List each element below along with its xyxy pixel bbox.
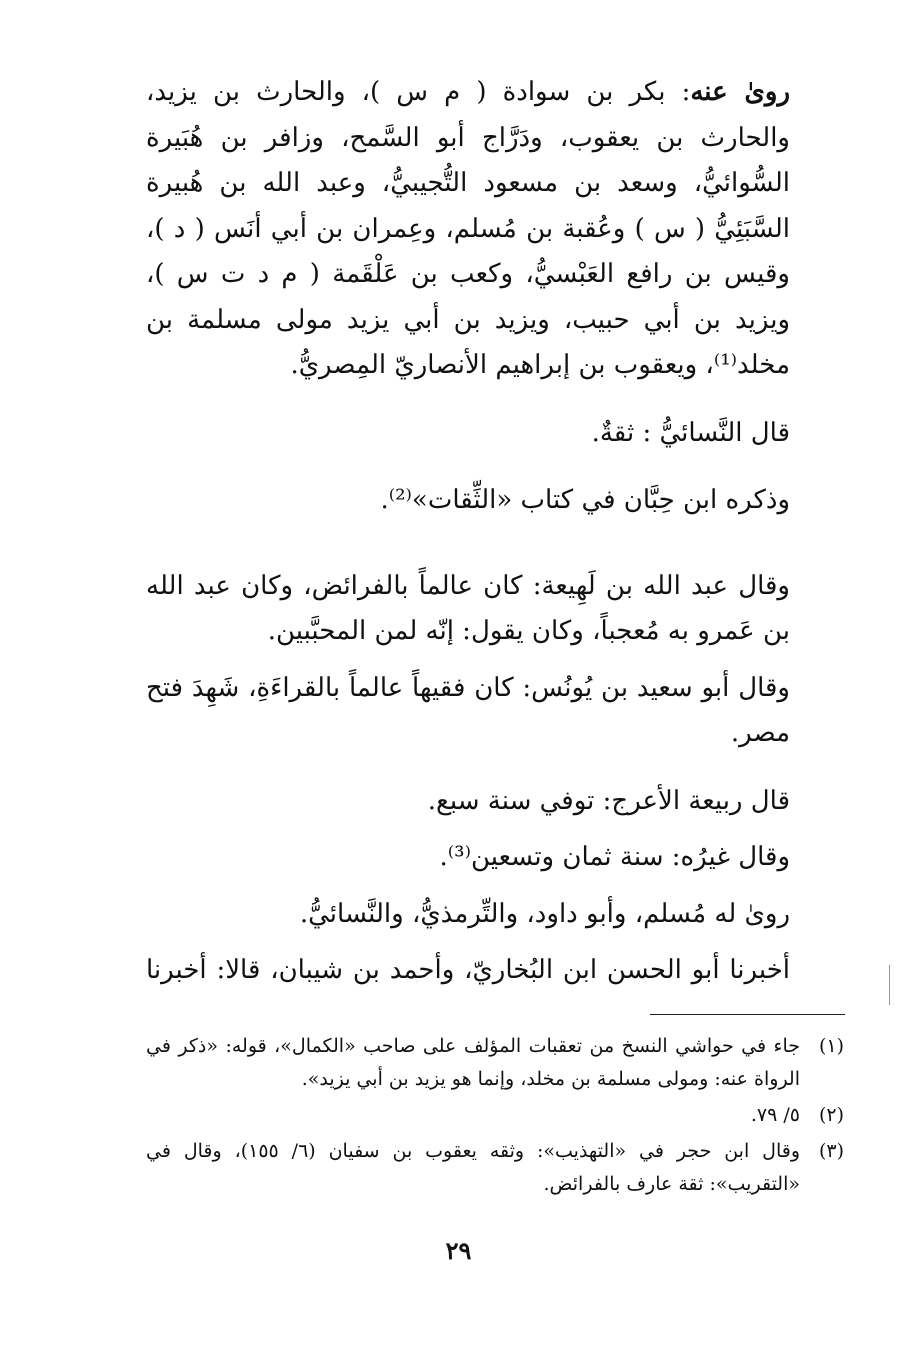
footnote-item: [146, 1030, 844, 1096]
isnad-start: أخبرنا أبو الحسن ابن البُخاريّ، وأحمد بن شيبان، قالا: أخبرنا: [146, 955, 790, 985]
nasai-opinion: قال النَّسائيُّ : ثقةٌ.: [591, 417, 790, 448]
main-text: [146, 70, 790, 994]
page-number: ٢٩: [445, 1236, 472, 1265]
footnote-text: وقال ابن حجر في «التهذيب»: وثقه يعقوب بن سفيان (٦/ ١٥٥)، وقال في «التقريب»: ثقة عارف بالفرائض.: [146, 1140, 800, 1195]
footnote-number: (١): [818, 1035, 844, 1057]
footnote-number: (٣): [818, 1140, 844, 1162]
footnote-divider: [650, 1014, 845, 1015]
other-death-year: وقال غيرُه: سنة ثمان وتسعين⁽³⁾.: [439, 842, 790, 872]
footnote-text: جاء في حواشي النسخ من تعقبات المؤلف على صاحب «الكمال»، قوله: «ذكر في الرواة عنه: ومولى مسلمة بن مخلد، وإنما هو يزيد بن أبي يزيد».: [146, 1035, 800, 1090]
narrators-paragraph: [146, 70, 790, 389]
footnote-number: (٢): [818, 1104, 844, 1126]
ibn-hibban-mention: وذكره ابن حِبَّان في كتاب «الثِّقات»⁽²⁾.: [380, 485, 790, 515]
footnote-item: [146, 1099, 844, 1132]
footnotes: [146, 1030, 844, 1204]
narrated-by: روىٰ له مُسلم، وأبو داود، والتِّرمذيُّ، والنَّسائيُّ.: [299, 898, 790, 929]
narrators-lead: روىٰ عنه: [690, 77, 791, 107]
scan-margin-line: [889, 965, 890, 1005]
rabia-death-year: قال ربيعة الأعرج: توفي سنة سبع.: [427, 785, 790, 816]
narrators-list: : بكر بن سوادة ( م س )، والحارث بن يزيد، والحارث بن يعقوب، ودَرَّاج أبو السَّمح، وزافر بن هُبَيرة السُّوائيُّ، وسعد بن مسعود التُّجيبيُّ، وعبد الله بن هُبيرة السَّبَئِيُّ ( س ) وعُقبة بن مُسلم، وعِمران بن أبي أنَس ( د )، وقيس بن رافع العَبْسيُّ، وكعب بن عَلْقَمة ( م د ت س )، ويزيد بن أبي حبيب، ويزيد بن أبي يزيد مولى مسلمة بن مخلد⁽¹⁾، ويعقوب بن إبراهيم الأنصاريّ المِصريُّ.: [146, 77, 790, 380]
ibn-yunus-quote: وقال أبو سعيد بن يُونُس: كان فقيهاً عالماً بالقراءَةِ، شَهِدَ فتح مصر.: [146, 672, 790, 748]
footnote-item: [146, 1135, 844, 1201]
footnote-text: ٥/ ٧٩.: [750, 1104, 800, 1126]
ibn-lahia-quote: وقال عبد الله بن لَهِيعة: كان عالماً بالفرائض، وكان عبد الله بن عَمرو به مُعجباً، وكان يقول: إنّه لمن المحبَّبين.: [146, 570, 790, 646]
